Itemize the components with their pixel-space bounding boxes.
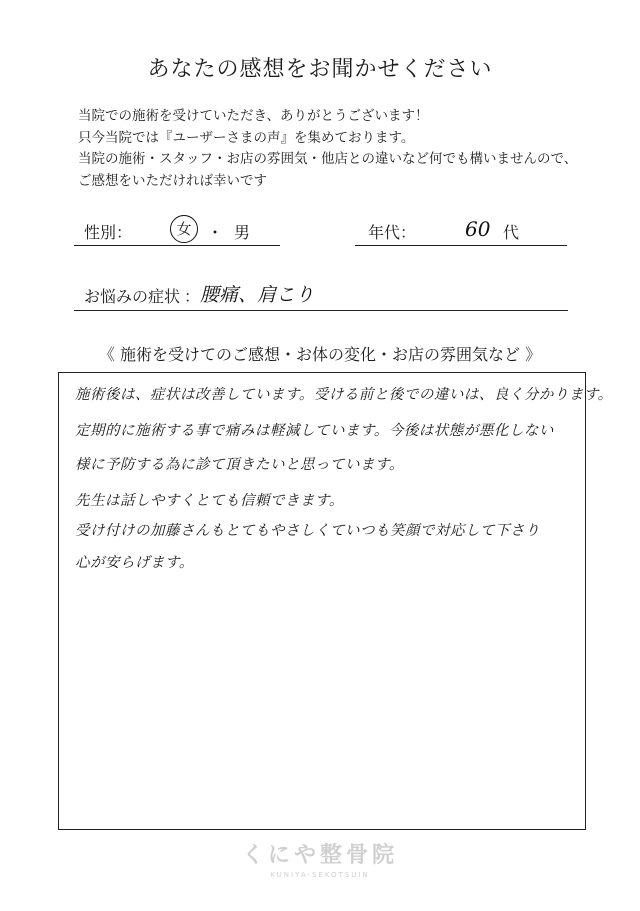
handwritten-line: 施術後は、症状は改善しています。受ける前と後での違いは、良く分かります。 <box>75 387 613 403</box>
symptom-underline <box>74 310 568 311</box>
comment-box[interactable] <box>58 372 613 830</box>
gender-female-circled[interactable]: 女 <box>170 215 198 243</box>
intro-line: 只今当院では『ユーザーさまの声』を集めております。 <box>78 129 415 146</box>
handwritten-line: 定期的に施術する事で痛みは軽減しています。今後は状態が悪化しない <box>75 423 554 439</box>
logo-subtext: KUNIYA-SEKOTSUIN <box>270 871 370 879</box>
symptom-colon: ： <box>184 287 201 306</box>
age-underline <box>355 245 567 246</box>
symptom-label: お悩みの症状 <box>84 287 181 306</box>
gender-underline <box>74 245 280 246</box>
clinic-logo <box>230 838 410 879</box>
handwritten-line: 受け付けの加藤さんもとてもやさしくていつも笑顔で対応して下さり <box>75 523 540 539</box>
age-suffix: 代 <box>503 223 520 242</box>
section-title: 《 施術を受けてのご感想・お体の変化・お店の雰囲気など 》 <box>98 345 542 364</box>
gender-label: 性別： <box>84 223 133 242</box>
intro-line: 当院での施術を受けていただき、ありがとうございます！ <box>78 108 429 124</box>
page-title: あなたの感想をお聞かせください <box>147 57 493 82</box>
age-label: 年代： <box>368 223 417 242</box>
intro-line: ご感想をいただければ幸いです <box>78 172 267 189</box>
handwritten-line: 心が安らげます。 <box>75 555 194 571</box>
intro-line: 当院の施術・スタッフ・お店の雰囲気・他店との違いなど何でも構いませんので、 <box>78 151 578 167</box>
age-value[interactable]: 60 <box>465 217 491 241</box>
logo-mark: くにや整骨院 <box>241 843 398 868</box>
intro-text <box>78 106 598 192</box>
handwritten-line: 先生は話しやすくとても信頼できます。 <box>75 493 344 509</box>
gender-male-option[interactable]: 男 <box>234 223 251 242</box>
gender-separator: ・ <box>207 223 224 242</box>
symptom-value[interactable]: 腰痛、肩こり <box>200 284 315 306</box>
handwritten-line: 様に予防する為に診て頂きたいと思っています。 <box>75 457 404 473</box>
